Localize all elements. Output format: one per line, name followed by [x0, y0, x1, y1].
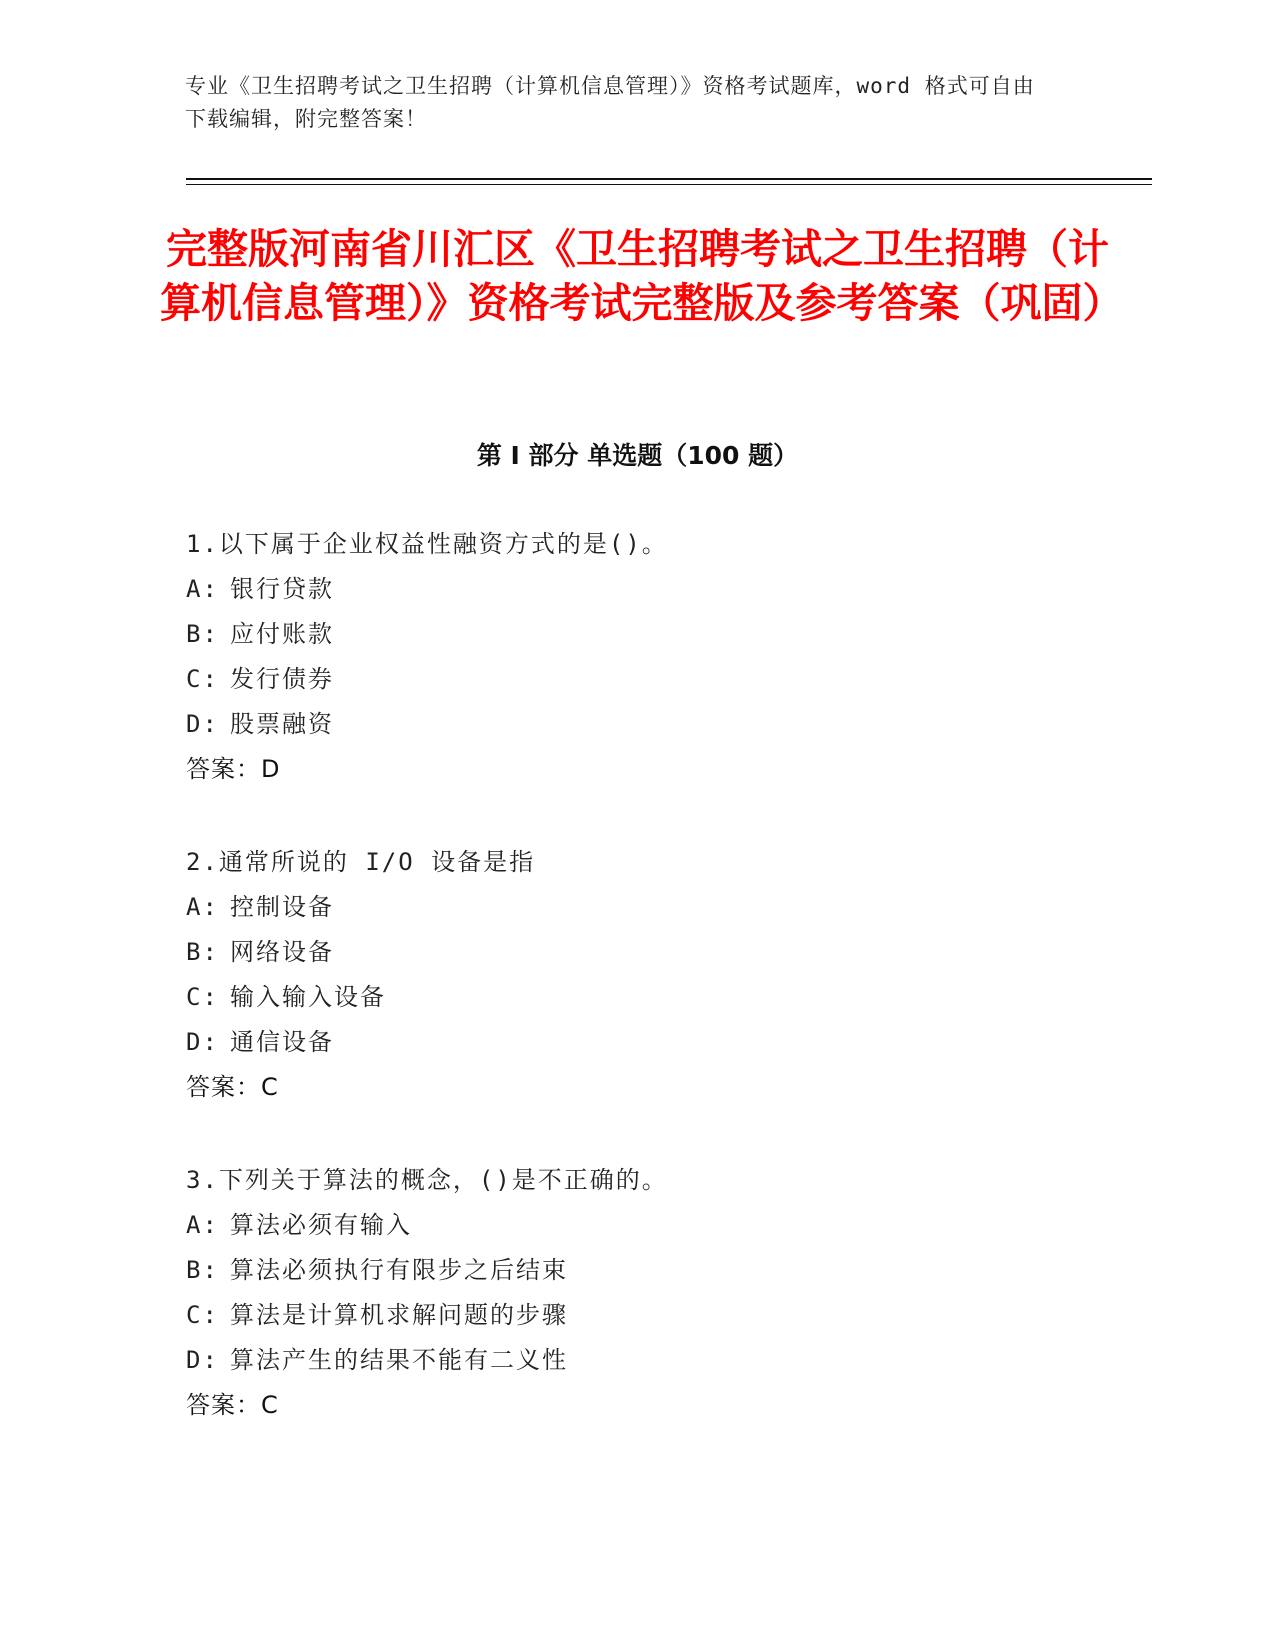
question-stem: 1.以下属于企业权益性融资方式的是()。: [186, 530, 668, 558]
question-stem: 2.通常所说的 I/O 设备是指: [186, 848, 536, 876]
option-text: 控制设备: [230, 893, 334, 921]
option-text: 算法必须执行有限步之后结束: [230, 1256, 568, 1284]
option-letter: B:: [186, 1256, 219, 1284]
option-letter: B:: [186, 620, 219, 648]
option-c: [186, 975, 1086, 1020]
option-text: 通信设备: [230, 1028, 334, 1056]
option-letter: C:: [186, 1301, 219, 1329]
option-letter: C:: [186, 983, 219, 1011]
question-2: [186, 840, 1086, 1110]
answer: 答案：C: [186, 1391, 279, 1419]
option-text: 发行债券: [230, 665, 334, 693]
option-c: [186, 1293, 1086, 1338]
question-stem: 3.下列关于算法的概念，()是不正确的。: [186, 1166, 668, 1194]
answer: 答案：C: [186, 1073, 279, 1101]
option-a: [186, 567, 1086, 612]
option-text: 算法产生的结果不能有二义性: [230, 1346, 568, 1374]
option-d: [186, 702, 1086, 747]
option-d: [186, 1338, 1086, 1383]
option-text: 输入输入设备: [230, 983, 386, 1011]
option-text: 应付账款: [230, 620, 334, 648]
header-rule-thin: [186, 184, 1152, 185]
header-note: 专业《卫生招聘考试之卫生招聘（计算机信息管理）》资格考试题库，word 格式可自由下载编辑，附完整答案！: [185, 74, 1035, 131]
option-text: 算法是计算机求解问题的步骤: [230, 1301, 568, 1329]
option-b: [186, 930, 1086, 975]
option-letter: B:: [186, 938, 219, 966]
option-letter: A:: [186, 893, 219, 921]
option-letter: C:: [186, 665, 219, 693]
option-a: [186, 885, 1086, 930]
option-a: [186, 1203, 1086, 1248]
option-c: [186, 657, 1086, 702]
part-title: 第 I 部分 单选题（100 题）: [476, 441, 799, 470]
option-b: [186, 612, 1086, 657]
answer: 答案：D: [186, 755, 281, 783]
question-1: [186, 522, 1086, 792]
option-letter: D:: [186, 710, 219, 738]
question-3: [186, 1158, 1086, 1428]
document-title: 完整版河南省川汇区《卫生招聘考试之卫生招聘（计算机信息管理）》资格考试完整版及参考答案（巩固）: [160, 225, 1124, 327]
option-text: 网络设备: [230, 938, 334, 966]
option-letter: A:: [186, 1211, 219, 1239]
header-rule-thick: [186, 178, 1152, 180]
option-letter: D:: [186, 1028, 219, 1056]
option-letter: A:: [186, 575, 219, 603]
option-text: 算法必须有输入: [230, 1211, 412, 1239]
option-text: 股票融资: [230, 710, 334, 738]
option-d: [186, 1020, 1086, 1065]
option-text: 银行贷款: [230, 575, 334, 603]
option-letter: D:: [186, 1346, 219, 1374]
option-b: [186, 1248, 1086, 1293]
